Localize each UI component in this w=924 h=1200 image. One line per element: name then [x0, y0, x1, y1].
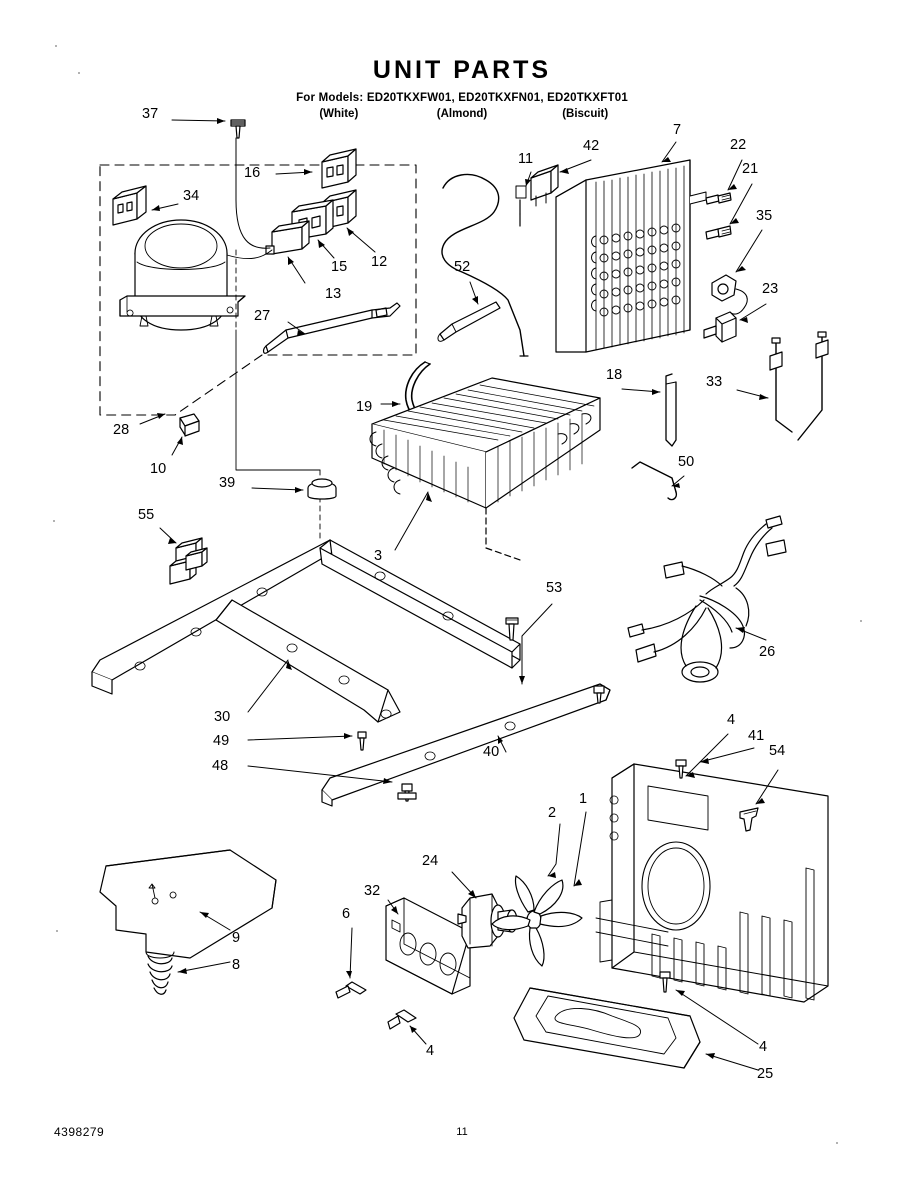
callout-52: 52	[454, 259, 471, 275]
panel-9	[100, 850, 276, 958]
callout-55: 55	[138, 507, 155, 523]
brace-52	[438, 302, 500, 341]
callout-11: 11	[518, 151, 534, 167]
hook-50	[632, 462, 676, 500]
part-number: 4398279	[54, 1125, 105, 1139]
callout-23: 23	[762, 281, 779, 297]
screw-21	[706, 226, 731, 239]
callout-48: 48	[212, 758, 229, 774]
callout-16: 16	[244, 165, 261, 181]
page-title: UNIT PARTS	[372, 56, 552, 84]
callout-8: 8	[232, 957, 241, 973]
page-number: 11	[456, 1126, 468, 1138]
relay-34	[113, 186, 146, 225]
condenser-coil-7	[556, 160, 706, 352]
models-label: For Models: ED20TKXFW01, ED20TKXFN01, ED20TKXFT01	[296, 92, 628, 104]
bolt-4-bracket	[388, 1010, 416, 1029]
grommet-39	[308, 479, 336, 499]
callout-34: 34	[183, 188, 200, 204]
callout-39: 39	[219, 475, 236, 491]
motor-bracket-32	[386, 898, 470, 994]
callout-26: 26	[759, 644, 776, 660]
screw-37	[231, 120, 245, 138]
callout-22: 22	[730, 137, 747, 153]
spring-8	[146, 952, 174, 994]
capacitor-13	[266, 221, 309, 254]
callout-21: 21	[742, 161, 759, 177]
callout-10: 10	[150, 461, 167, 477]
callout-37: 37	[142, 106, 159, 122]
screw-4-pan	[660, 972, 670, 992]
callout-24: 24	[422, 853, 439, 869]
screw-49	[358, 732, 366, 750]
drain-pan-25	[514, 988, 700, 1068]
callout-9: 9	[232, 930, 241, 946]
scan-artifact	[56, 930, 58, 932]
callout-19: 19	[356, 399, 373, 415]
color-almond: (Almond)	[436, 108, 488, 120]
compressor-34	[120, 220, 245, 330]
callout-3: 3	[374, 548, 383, 564]
grommet-10	[180, 414, 199, 436]
callout-32: 32	[364, 883, 381, 899]
scan-artifact	[55, 45, 57, 47]
callout-25: 25	[757, 1066, 774, 1082]
connector-55	[170, 538, 207, 584]
callout-33: 33	[706, 374, 723, 390]
color-white: (White)	[319, 108, 359, 120]
bolt-6	[336, 982, 366, 998]
fan-housing-4	[596, 764, 828, 1002]
bracket-18	[666, 374, 676, 446]
component-42	[531, 165, 558, 206]
callout-12: 12	[371, 254, 388, 270]
bolt-48	[398, 784, 416, 801]
fan-blade-1	[492, 876, 582, 966]
callout-54: 54	[769, 743, 786, 759]
callout-4-pan: 4	[759, 1039, 768, 1055]
callout-50: 50	[678, 454, 695, 470]
callout-40: 40	[483, 744, 500, 760]
callout-42: 42	[583, 138, 600, 154]
callout-6: 6	[342, 906, 351, 922]
callout-4-bracket: 4	[426, 1043, 435, 1059]
callout-53: 53	[546, 580, 563, 596]
color-biscuit: (Biscuit)	[562, 108, 609, 120]
callout-1: 1	[579, 791, 588, 807]
callout-15: 15	[331, 259, 348, 275]
callout-28: 28	[113, 422, 130, 438]
callout-13: 13	[325, 286, 342, 302]
callout-35: 35	[756, 208, 773, 224]
dryer-filter-27	[264, 303, 400, 353]
scan-artifact	[860, 620, 862, 622]
rods-33	[770, 332, 828, 440]
scan-artifact	[53, 520, 55, 522]
screw-22	[706, 193, 731, 204]
callout-2: 2	[548, 805, 557, 821]
clip-35	[712, 275, 747, 314]
scan-artifact	[78, 72, 80, 74]
callout-27: 27	[254, 308, 271, 324]
callout-30: 30	[214, 709, 231, 725]
callout-4-housing: 4	[727, 712, 736, 728]
clip-23	[704, 312, 736, 342]
callout-7: 7	[673, 122, 682, 138]
scan-artifact	[836, 1142, 838, 1144]
callout-49: 49	[213, 733, 230, 749]
callout-18: 18	[606, 367, 623, 383]
terminal-block-16	[322, 149, 356, 188]
callout-41: 41	[748, 728, 765, 744]
